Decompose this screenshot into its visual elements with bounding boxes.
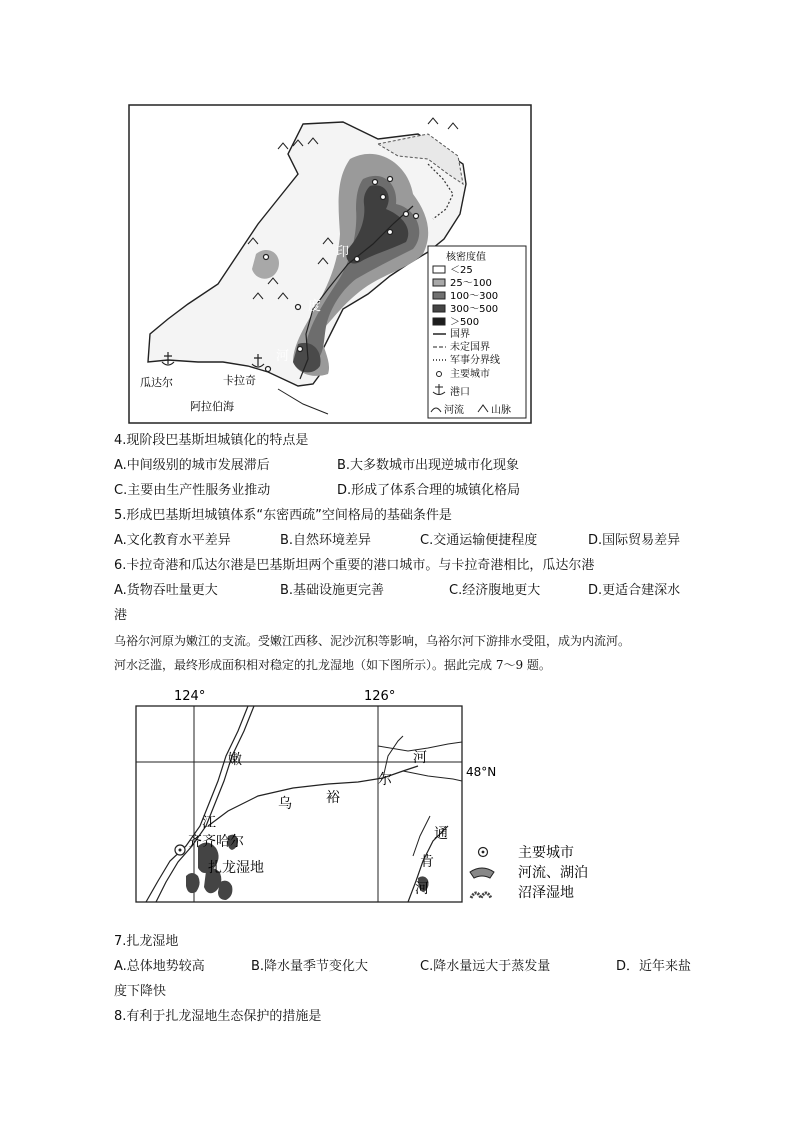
q5-stem: 5.形成巴基斯坦城镇体系“东密西疏”空间格局的基础条件是 <box>114 508 452 523</box>
q7-stem: 7.扎龙湿地 <box>114 934 179 949</box>
q4-option-c[interactable]: C.主要由生产性服务业推动 <box>114 483 271 498</box>
zhalong-map <box>128 686 608 908</box>
legend-river: 河流 <box>444 405 464 416</box>
q8-stem: 8.有利于扎龙湿地生态保护的措施是 <box>114 1009 322 1024</box>
legend-item-5: ＞500 <box>450 317 480 328</box>
legend-river-lake: 河流、湖泊 <box>518 865 588 881</box>
label-karachi: 卡拉奇 <box>223 374 256 387</box>
intro-line-2: 河水泛滥，最终形成面积相对稳定的扎龙湿地（如下图所示）。据此完成 7～9 题。 <box>114 658 551 672</box>
q4-stem: 4.现阶段巴基斯坦城镇化的特点是 <box>114 433 309 448</box>
pakistan-map <box>128 104 532 424</box>
label-indus-1: 印 <box>336 245 350 260</box>
q7-option-a[interactable]: A.总体地势较高 <box>114 959 205 974</box>
q5-option-a[interactable]: A.文化教育水平差异 <box>114 533 231 548</box>
lon-126: 126° <box>364 689 396 704</box>
q6-option-b[interactable]: B.基础设施更完善 <box>280 583 385 598</box>
label-wuyu-1: 乌 <box>278 796 292 812</box>
label-indus-3: 河 <box>276 349 290 364</box>
q6-option-a[interactable]: A.货物吞吐量更大 <box>114 583 218 598</box>
label-zhalong: 扎龙湿地 <box>208 860 264 876</box>
q6-option-c[interactable]: C.经济腹地更大 <box>449 583 541 598</box>
label-wuyu-3: 尔 <box>378 772 392 788</box>
legend-port: 港口 <box>450 387 470 398</box>
legend-border: 国界 <box>450 329 470 340</box>
legend-city: 主要城市 <box>518 845 574 861</box>
label-nen-2: 江 <box>202 815 216 831</box>
q4-option-b[interactable]: B.大多数城市出现逆城市化现象 <box>337 458 520 473</box>
pakistan-map-svg <box>128 104 532 424</box>
q4-option-a[interactable]: A.中间级别的城市发展滞后 <box>114 458 270 473</box>
legend-mountain: 山脉 <box>491 405 511 416</box>
label-indus-2: 度 <box>308 299 322 314</box>
q7-option-b[interactable]: B.降水量季节变化大 <box>251 959 369 974</box>
q7-option-d-cont: 度下降快 <box>114 984 167 999</box>
q6-stem: 6.卡拉奇港和瓜达尔港是巴基斯坦两个重要的港口城市。与卡拉奇港相比，瓜达尔港 <box>114 558 595 573</box>
label-nen-1: 嫩 <box>228 752 242 768</box>
legend-wetland: 沼泽湿地 <box>518 885 574 901</box>
label-gwadar: 瓜达尔 <box>140 376 173 389</box>
label-tongken-2: 肯 <box>420 854 434 870</box>
q6-option-d[interactable]: D.更适合建深水 <box>588 583 681 598</box>
label-tongken-3: 河 <box>415 881 429 897</box>
q7-option-c[interactable]: C.降水量远大于蒸发量 <box>420 959 551 974</box>
q6-option-d-cont: 港 <box>114 608 128 623</box>
q5-option-c[interactable]: C.交通运输便捷程度 <box>420 533 538 548</box>
legend-item-1: ＜25 <box>450 265 473 276</box>
legend-item-2: 25～100 <box>450 278 492 289</box>
legend-city: 主要城市 <box>450 369 490 380</box>
legend-title: 核密度值 <box>446 252 486 263</box>
label-arabian-sea: 阿拉伯海 <box>190 400 234 413</box>
zhalong-map-svg <box>128 686 608 908</box>
legend-military: 军事分界线 <box>450 355 500 366</box>
lon-124: 124° <box>174 689 206 704</box>
intro-line-1: 乌裕尔河原为嫩江的支流。受嫩江西移、泥沙沉积等影响，乌裕尔河下游排水受阻，成为内流河。 <box>114 634 631 648</box>
label-qiqihar: 齐齐哈尔 <box>188 834 244 850</box>
q5-option-b[interactable]: B.自然环境差异 <box>280 533 372 548</box>
lat-48: 48°N <box>466 765 497 779</box>
q5-option-d[interactable]: D.国际贸易差异 <box>588 533 681 548</box>
q4-option-d[interactable]: D.形成了体系合理的城镇化格局 <box>337 483 521 498</box>
legend-item-4: 300～500 <box>450 304 499 315</box>
q7-option-d[interactable]: D．近年来盐 <box>616 959 692 974</box>
legend-item-3: 100～300 <box>450 291 499 302</box>
label-wuyu-2: 裕 <box>326 790 340 806</box>
legend-undetermined: 未定国界 <box>450 342 490 353</box>
label-tongken-1: 通 <box>434 826 448 842</box>
label-wuyu-4: 河 <box>413 750 427 766</box>
